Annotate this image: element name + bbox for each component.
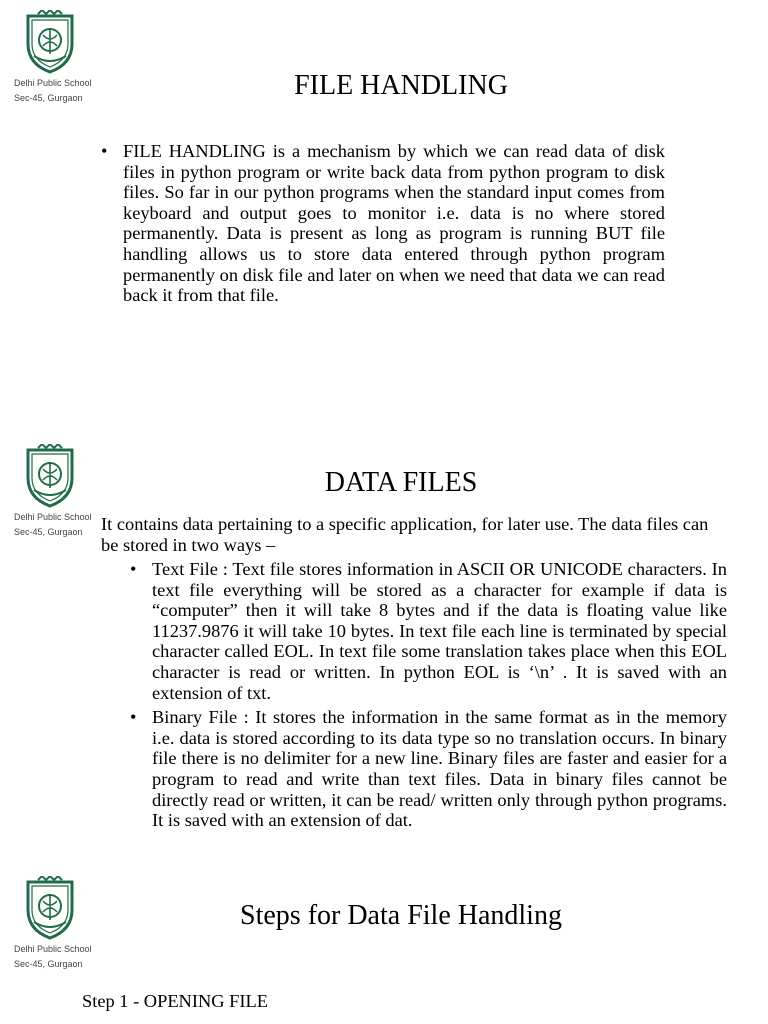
slide-body	[130, 559, 727, 831]
slide-title: DATA FILES	[324, 467, 478, 498]
bullet-icon: •	[130, 707, 137, 728]
slide-body	[101, 141, 665, 306]
slide-intro: It contains data pertaining to a specific application, for later use. The data files can be stored in two ways –	[101, 514, 709, 555]
school-location: Sec-45, Gurgaon	[14, 527, 83, 537]
bullet-list	[101, 141, 665, 306]
slide-title: Steps for Data File Handling	[240, 900, 562, 931]
bullet-item	[130, 559, 727, 703]
bullet-text: Text File : Text file stores information in ASCII OR UNICODE characters. In text file everything will be stored as a character for example if data is “computer” then it will take 8 bytes and if the data is floating value like 11237.9876 it will take 10 bytes. In text file each line is terminated by special character called EOL. In text file some translation takes place when this EOL character is read or written. In python EOL is ‘\n’ . It is saved with an extension of txt.	[152, 559, 727, 703]
slide-1	[0, 0, 768, 420]
bullet-item	[101, 141, 665, 306]
slide-2	[0, 434, 768, 854]
bullet-icon: •	[130, 559, 137, 579]
school-crest-icon	[24, 10, 76, 74]
school-location: Sec-45, Gurgaon	[14, 93, 83, 103]
school-name: Delhi Public School	[14, 512, 92, 522]
bullet-text: Binary File : It stores the information in the same format as in the memory i.e. data is stored according to its data type so no translation occurs. In binary file there is no delimiter for a new line. Binary files are faster and easier for a program to read and write than text files. Data in binary files cannot be directly read or written, it can be read/ written only through python programs. It is saved with an extension of dat.	[152, 707, 727, 831]
bullet-icon: •	[101, 141, 108, 161]
school-location: Sec-45, Gurgaon	[14, 959, 83, 969]
slide-title: FILE HANDLING	[294, 70, 508, 101]
slide-3	[0, 866, 768, 1024]
bullet-item	[130, 707, 727, 831]
school-name: Delhi Public School	[14, 78, 92, 88]
step-heading: Step 1 - OPENING FILE	[82, 991, 268, 1011]
bullet-text: FILE HANDLING is a mechanism by which we can read data of disk files in python program or write back data from python program to disk files. So far in our python programs when the standard input comes from keyboard and output goes to monitor i.e. data is no where stored permanently. Data is present as long as program is running BUT file handling allows us to store data entered through python program permanently on disk file and later on when we need that data we can read back it from that file.	[123, 141, 665, 306]
bullet-list	[130, 559, 727, 831]
school-name: Delhi Public School	[14, 944, 92, 954]
